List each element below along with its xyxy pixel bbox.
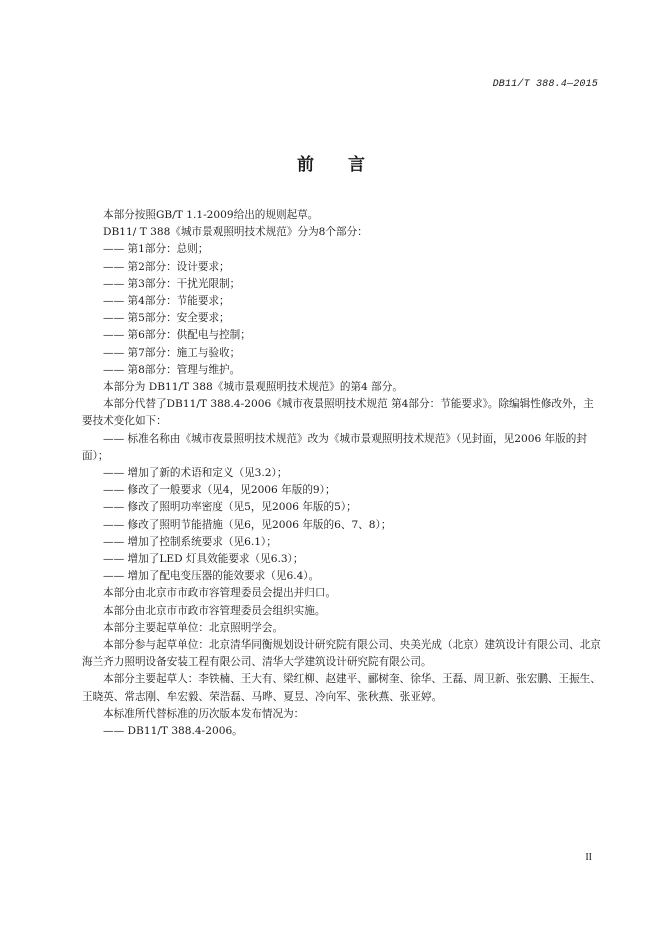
change-list-item: —— 增加了控制系统要求（见6.1）； [103, 535, 277, 548]
change-list-item: —— 增加了LED 灯具效能要求（见6.3）； [103, 553, 304, 566]
parts-list-item: —— 第7部分：施工与验收； [103, 346, 241, 359]
change-list-item: —— 增加了新的术语和定义（见3.2）； [103, 467, 288, 480]
change-list-item: —— 修改了照明功率密度（见5，见2006 年版的5）； [103, 501, 357, 514]
parts-list-item: —— 第4部分：节能要求； [103, 295, 230, 308]
page-number: II [585, 852, 592, 863]
parts-list-item: —— 第2部分：设计要求； [103, 260, 230, 273]
change-list-item: —— 标准名称由《城市夜景照明技术规范》改为《城市景观照明技术规范》（见封面，见2006 年版的封面）； [82, 432, 587, 462]
change-list-item: —— 增加了配电变压器的能效要求（见6.4）。 [103, 570, 320, 583]
history-list-item: —— DB11/T 388.4-2006。 [103, 725, 243, 738]
parts-list-item: —— 第6部分：供配电与控制； [103, 329, 251, 342]
part-statement: 本部分为 DB11/T 388《城市景观照明技术规范》的第4 部分。 [103, 381, 403, 394]
closing-paragraph: 本部分由北京市市政市容管理委员会组织实施。 [103, 604, 326, 617]
foreword-body [82, 207, 604, 740]
page-title: 前言 [297, 155, 399, 175]
parts-list-item: —— 第1部分：总则； [103, 243, 209, 256]
closing-paragraph: 本部分由北京市市政市容管理委员会提出并归口。 [103, 587, 337, 600]
intro-paragraph: DB11/ T 388《城市景观照明技术规范》分为8个部分： [103, 226, 368, 239]
parts-list-item: —— 第8部分：管理与维护。 [103, 363, 241, 376]
change-list-item: —— 修改了照明节能措施（见6，见2006 年版的6、7、8）； [103, 518, 392, 531]
closing-paragraph: 本部分主要起草人：李铁楠、王大有、梁红柳、赵建平、郦树奎、徐华、王磊、周卫新、张宏鹏、王振生、王晓英、常志刚、牟宏毅、荣浩磊、马晔、夏昱、冷向军、张秋燕、张亚婷。 [82, 673, 601, 703]
change-list-item: —— 修改了一般要求（见4，见2006 年版的9）； [103, 484, 336, 497]
closing-paragraph: 本部分主要起草单位：北京照明学会。 [103, 621, 284, 634]
parts-list-item: —— 第5部分：安全要求； [103, 312, 230, 325]
intro-paragraph: 本部分按照GB/T 1.1-2009给出的规则起草。 [103, 209, 319, 221]
parts-list-item: —— 第3部分：干扰光限制； [103, 277, 241, 290]
closing-paragraph: 本部分参与起草单位：北京清华同衡规划设计研究院有限公司、央美光成（北京）建筑设计有限公司、北京海兰齐力照明设备安装工程有限公司、清华大学建筑设计研究院有限公司。 [82, 639, 601, 669]
closing-paragraph: 本标准所代替标准的历次版本发布情况为： [103, 707, 305, 720]
document-code: DB11/T 388.4—2015 [492, 79, 598, 90]
replace-statement: 本部分代替了DB11/T 388.4-2006《城市夜景照明技术规范 第4部分：节能要求》。除编辑性修改外，主要技术变化如下： [82, 398, 594, 428]
